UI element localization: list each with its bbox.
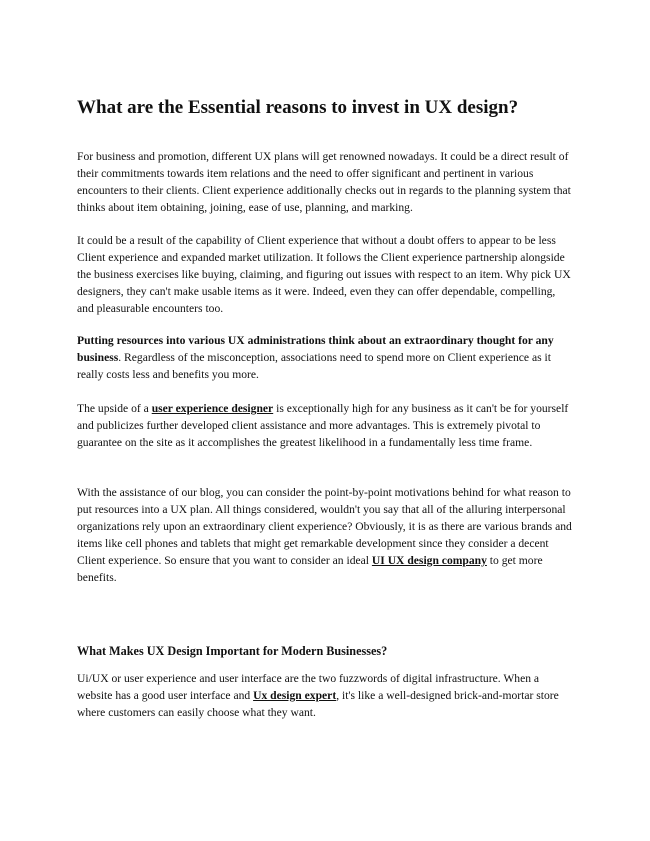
paragraph-text: to get more benefits.: [77, 554, 543, 584]
ui-ux-design-company-link[interactable]: UI UX design company: [371, 554, 487, 567]
ux-design-expert-link[interactable]: Ux design expert: [253, 689, 337, 702]
paragraph-investing: [77, 332, 573, 383]
paragraph-text: is exceptionally high for any business as it can't be for yourself and publicizes further developed client assistance and more advantages. This is extremely pivotal to guarantee on the site as it accomplishes the greatest likelihood in a fundamentally less time frame.: [77, 402, 569, 449]
paragraph-text: . Regardless of the misconception, associations need to spend more on Client experience as it really costs less and benefits you more.: [77, 351, 551, 381]
paragraph-intro: For business and promotion, different UX plans will get renowned nowadays. It could be a direct result of their commitments towards item relations and the need to offer significant and pertinent in various encounters to their clients. Client experience additionally checks out in regards to the planning system that thinks about item obtaining, joining, ease of use, planning, and marking.: [77, 150, 571, 214]
paragraph-text: , it's like a well-designed brick-and-mortar store where customers can easily choose what they want.: [77, 689, 559, 719]
paragraph-text: Ui/UX or user experience and user interface are the two fuzzwords of digital infrastructure. When a website has a good user interface and: [77, 672, 540, 702]
paragraph-text: The upside of a: [77, 402, 152, 415]
paragraph-bold-lead: Putting resources into various UX administrations think about an extraordinary thought for any business: [77, 334, 554, 364]
paragraph-client-experience: It could be a result of the capability of Client experience that without a doubt offers to appear to be less Client experience and expanded market utilization. It follows the Client experience partnership alongside the business exercises like buying, claiming, and figuring out issues with respect to an item. Why pick UX designers, they can't make usable items as it were. Indeed, even they can offer dependable, compelling, and pleasurable encounters too.: [77, 234, 571, 315]
paragraph-text: With the assistance of our blog, you can consider the point-by-point motivations behind for what reason to put resources into a UX plan. All things considered, wouldn't you say that all of the alluring interpersonal organizations rely upon an extraordinary client experience? Obviously, it is as there are various brands and items like cell phones and tablets that might get remarkable development since they consider a decent Client experience. So ensure that you want to consider an ideal: [77, 486, 572, 567]
paragraph-upside: [77, 400, 573, 451]
page-title: What are the Essential reasons to invest in UX design?: [77, 97, 519, 118]
user-experience-designer-link[interactable]: user experience designer: [151, 402, 274, 415]
section-heading: What Makes UX Design Important for Modern Businesses?: [77, 644, 388, 658]
paragraph-blog: [77, 484, 573, 586]
paragraph-modern-business: [77, 670, 573, 721]
